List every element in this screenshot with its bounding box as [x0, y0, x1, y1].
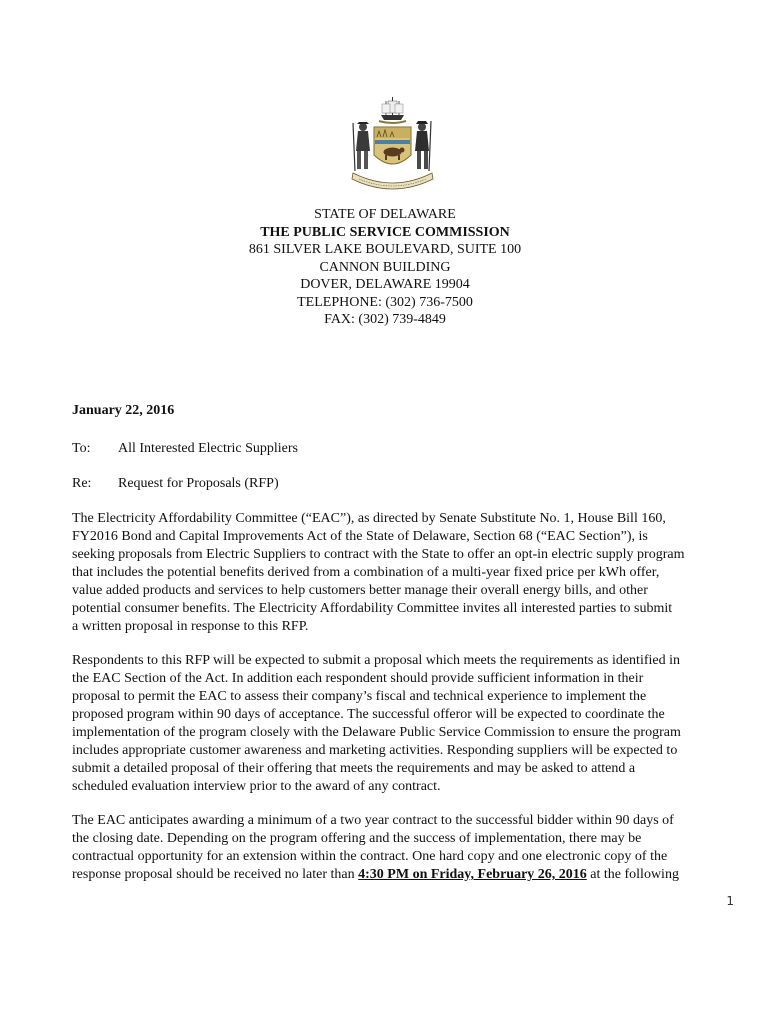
ship-crest [379, 97, 406, 123]
paragraph-3-start: The EAC anticipates awarding a minimum of a two year contract to the successful bidder within 90 days of the closing date. Depending on the program offering and the success of implementation, there may be contractual opportunity for an extension within the contract. One hard copy and one electronic copy of the response proposal should be received no later than [72, 813, 674, 882]
re-label: Re: [72, 476, 92, 491]
to-value: All Interested Electric Suppliers [118, 441, 298, 456]
page-number: 1 [726, 894, 734, 908]
letter-date: January 22, 2016 [72, 403, 175, 418]
telephone: TELEPHONE: (302) 736-7500 [297, 294, 473, 310]
seal-ribbon [352, 173, 433, 189]
paragraph-2: Respondents to this RFP will be expected to submit a proposal which meets the requirements as identified in the EAC Section of the Act. In addition each respondent should provide sufficient information in their proposal to permit the EAC to assess their company’s fiscal and technical experience to implement the proposed program within 90 days of acceptance. The successful offeror will be expected to coordinate the implementation of the program closely with the Delaware Public Service Commission to ensure the program includes appropriate customer awareness and marketing activities. Responding suppliers will be expected to submit a detailed proposal of their offering that meets the requirements and may be asked to attend a scheduled evaluation interview prior to the award of any contract. [72, 653, 681, 794]
paragraph-3 [72, 812, 735, 884]
city-state-zip: DOVER, DELAWARE 19904 [300, 277, 470, 292]
farmer-figure [353, 122, 370, 171]
shield [374, 127, 411, 164]
commission-name: THE PUBLIC SERVICE COMMISSION [260, 224, 510, 240]
to-label: To: [72, 441, 91, 456]
letterhead [0, 206, 770, 329]
building-name: CANNON BUILDING [319, 259, 451, 275]
fax: FAX: (302) 739-4849 [324, 312, 446, 327]
deadline-text: 4:30 PM on Friday, February 26, 2016 [358, 867, 587, 882]
delaware-state-seal-icon [345, 93, 440, 193]
paragraph-1: The Electricity Affordability Committee (“EAC”), as directed by Senate Substitute No. 1, House Bill 160, FY2016 Bond and Capital Improvements Act of the State of Delaware, Section 68 (“EAC Section”), is seeking proposals from Electric Suppliers to contract with the State to offer an opt-in electric supply program that includes the potential benefits derived from a combination of a multi-year fixed price per kWh offer, value added products and services to help customers better manage their overall energy bills, and other potential consumer benefits. The Electricity Affordability Committee invites all interested parties to submit a written proposal in response to this RFP. [72, 511, 685, 634]
re-line [72, 476, 279, 492]
paragraph-3-end: at the following [586, 867, 679, 882]
state-name: STATE OF DELAWARE [314, 207, 456, 222]
soldier-figure [415, 121, 431, 171]
to-line [72, 441, 298, 457]
re-value: Request for Proposals (RFP) [118, 476, 279, 491]
street-address: 861 SILVER LAKE BOULEVARD, SUITE 100 [248, 242, 522, 257]
